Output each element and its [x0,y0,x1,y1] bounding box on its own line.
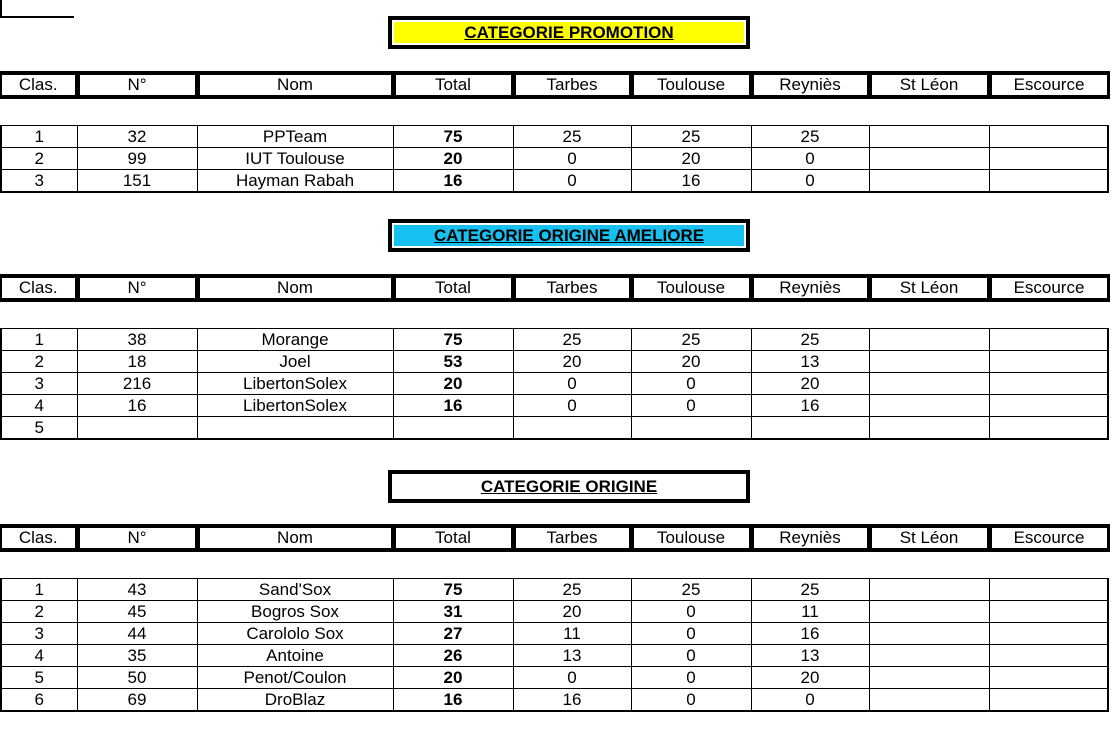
cell-toulouse: 0 [631,689,751,712]
cell-total [393,417,513,440]
cell-tarbes: 16 [513,689,631,712]
column-header-escource: Escource [989,276,1108,300]
cell-escource [989,579,1108,601]
column-header-nom: Nom [197,73,393,97]
cell-reynies: 0 [751,148,869,170]
cell-numero: 151 [77,170,197,193]
header-row [1,73,1108,97]
cell-reynies: 11 [751,601,869,623]
cell-toulouse: 16 [631,170,751,193]
column-header-row [0,524,1110,552]
column-header-row [0,71,1110,99]
cell-nom: Hayman Rabah [197,170,393,193]
cell-st-leon [869,395,989,417]
column-header-escource: Escource [989,73,1108,97]
cell-escource [989,351,1108,373]
cell-reynies: 0 [751,170,869,193]
cell-tarbes: 0 [513,395,631,417]
column-header-st-leon: St Léon [869,276,989,300]
cell-clas: 5 [1,667,77,689]
cell-nom: Penot/Coulon [197,667,393,689]
cell-escource [989,148,1108,170]
column-header-clas: Clas. [1,276,77,300]
column-header-toulouse: Toulouse [631,73,751,97]
cell-escource [989,170,1108,193]
cell-nom: Morange [197,329,393,351]
cell-nom: Carololo Sox [197,623,393,645]
cell-reynies: 25 [751,579,869,601]
cell-nom: IUT Toulouse [197,148,393,170]
column-header-numero: N° [77,73,197,97]
cell-tarbes: 25 [513,126,631,148]
cell-total: 31 [393,601,513,623]
cell-numero: 32 [77,126,197,148]
category-title-promotion [388,16,750,49]
cell-nom: Joel [197,351,393,373]
table-row [1,667,1108,689]
cell-clas: 1 [1,579,77,601]
table-row [1,689,1108,712]
cell-nom: LibertonSolex [197,395,393,417]
cell-escource [989,395,1108,417]
results-table-origine-ameliore [0,328,1109,440]
category-title-origine-ameliore [388,219,750,252]
cell-tarbes: 11 [513,623,631,645]
cell-numero: 216 [77,373,197,395]
corner-mark [0,0,74,18]
column-header-tarbes: Tarbes [513,73,631,97]
cell-tarbes [513,417,631,440]
cell-clas: 6 [1,689,77,712]
cell-clas: 3 [1,170,77,193]
cell-st-leon [869,601,989,623]
cell-st-leon [869,689,989,712]
cell-nom: DroBlaz [197,689,393,712]
cell-st-leon [869,667,989,689]
table-row [1,373,1108,395]
cell-nom: Antoine [197,645,393,667]
column-header-reynies: Reyniès [751,276,869,300]
table-row [1,645,1108,667]
cell-clas: 2 [1,148,77,170]
header-row [1,276,1108,300]
cell-numero [77,417,197,440]
cell-st-leon [869,351,989,373]
cell-reynies: 20 [751,373,869,395]
cell-total: 75 [393,126,513,148]
cell-nom [197,417,393,440]
cell-st-leon [869,645,989,667]
header-row [1,526,1108,550]
cell-escource [989,667,1108,689]
cell-numero: 38 [77,329,197,351]
column-header-total: Total [393,276,513,300]
cell-tarbes: 0 [513,667,631,689]
column-header-escource: Escource [989,526,1108,550]
cell-tarbes: 0 [513,373,631,395]
cell-st-leon [869,126,989,148]
column-header-row [0,274,1110,302]
cell-total: 20 [393,373,513,395]
cell-reynies: 13 [751,351,869,373]
cell-nom: Bogros Sox [197,601,393,623]
cell-toulouse: 0 [631,395,751,417]
table-row [1,601,1108,623]
table-row [1,395,1108,417]
column-header-nom: Nom [197,526,393,550]
column-header-clas: Clas. [1,73,77,97]
column-header-toulouse: Toulouse [631,276,751,300]
cell-clas: 3 [1,623,77,645]
table-row [1,579,1108,601]
column-header-clas: Clas. [1,526,77,550]
cell-reynies [751,417,869,440]
cell-total: 75 [393,329,513,351]
cell-escource [989,417,1108,440]
cell-nom: LibertonSolex [197,373,393,395]
cell-st-leon [869,417,989,440]
cell-tarbes: 13 [513,645,631,667]
cell-numero: 44 [77,623,197,645]
cell-escource [989,623,1108,645]
cell-nom: Sand'Sox [197,579,393,601]
cell-clas: 1 [1,329,77,351]
cell-clas: 2 [1,601,77,623]
cell-toulouse: 25 [631,329,751,351]
column-header-numero: N° [77,526,197,550]
table-row [1,623,1108,645]
cell-reynies: 0 [751,689,869,712]
table-row [1,148,1108,170]
cell-tarbes: 25 [513,329,631,351]
column-header-total: Total [393,526,513,550]
cell-total: 53 [393,351,513,373]
column-header-st-leon: St Léon [869,73,989,97]
cell-total: 16 [393,395,513,417]
cell-clas: 4 [1,645,77,667]
category-title-label: CATEGORIE ORIGINE [394,476,744,497]
cell-total: 27 [393,623,513,645]
cell-total: 16 [393,170,513,193]
results-table-origine [0,578,1109,712]
cell-tarbes: 0 [513,148,631,170]
cell-numero: 16 [77,395,197,417]
cell-toulouse: 0 [631,667,751,689]
cell-reynies: 20 [751,667,869,689]
cell-total: 20 [393,667,513,689]
cell-toulouse: 25 [631,579,751,601]
cell-toulouse: 0 [631,373,751,395]
table-row [1,417,1108,440]
results-table-promotion [0,125,1109,193]
cell-reynies: 25 [751,329,869,351]
cell-tarbes: 25 [513,579,631,601]
cell-st-leon [869,373,989,395]
category-title-origine [388,470,750,503]
category-title-label: CATEGORIE ORIGINE AMELIORE [394,225,744,246]
column-header-tarbes: Tarbes [513,276,631,300]
cell-reynies: 25 [751,126,869,148]
cell-reynies: 16 [751,395,869,417]
cell-numero: 45 [77,601,197,623]
cell-reynies: 16 [751,623,869,645]
cell-toulouse: 0 [631,601,751,623]
table-row [1,329,1108,351]
cell-numero: 69 [77,689,197,712]
cell-numero: 50 [77,667,197,689]
cell-st-leon [869,329,989,351]
cell-toulouse: 25 [631,126,751,148]
table-row [1,351,1108,373]
cell-st-leon [869,170,989,193]
cell-reynies: 13 [751,645,869,667]
cell-tarbes: 20 [513,601,631,623]
cell-st-leon [869,623,989,645]
cell-tarbes: 0 [513,170,631,193]
column-header-reynies: Reyniès [751,526,869,550]
cell-clas: 1 [1,126,77,148]
cell-escource [989,645,1108,667]
cell-escource [989,601,1108,623]
cell-total: 26 [393,645,513,667]
cell-clas: 4 [1,395,77,417]
cell-escource [989,126,1108,148]
column-header-nom: Nom [197,276,393,300]
cell-total: 16 [393,689,513,712]
cell-clas: 2 [1,351,77,373]
cell-total: 75 [393,579,513,601]
cell-toulouse: 0 [631,645,751,667]
cell-toulouse: 20 [631,148,751,170]
cell-toulouse: 0 [631,623,751,645]
table-row [1,170,1108,193]
column-header-toulouse: Toulouse [631,526,751,550]
column-header-numero: N° [77,276,197,300]
cell-numero: 43 [77,579,197,601]
cell-toulouse [631,417,751,440]
cell-numero: 35 [77,645,197,667]
cell-clas: 3 [1,373,77,395]
column-header-tarbes: Tarbes [513,526,631,550]
cell-total: 20 [393,148,513,170]
cell-tarbes: 20 [513,351,631,373]
category-title-label: CATEGORIE PROMOTION [394,22,744,43]
cell-clas: 5 [1,417,77,440]
table-row [1,126,1108,148]
cell-st-leon [869,579,989,601]
cell-escource [989,689,1108,712]
column-header-st-leon: St Léon [869,526,989,550]
cell-nom: PPTeam [197,126,393,148]
column-header-total: Total [393,73,513,97]
cell-numero: 18 [77,351,197,373]
cell-st-leon [869,148,989,170]
cell-numero: 99 [77,148,197,170]
cell-escource [989,373,1108,395]
cell-escource [989,329,1108,351]
cell-toulouse: 20 [631,351,751,373]
column-header-reynies: Reyniès [751,73,869,97]
